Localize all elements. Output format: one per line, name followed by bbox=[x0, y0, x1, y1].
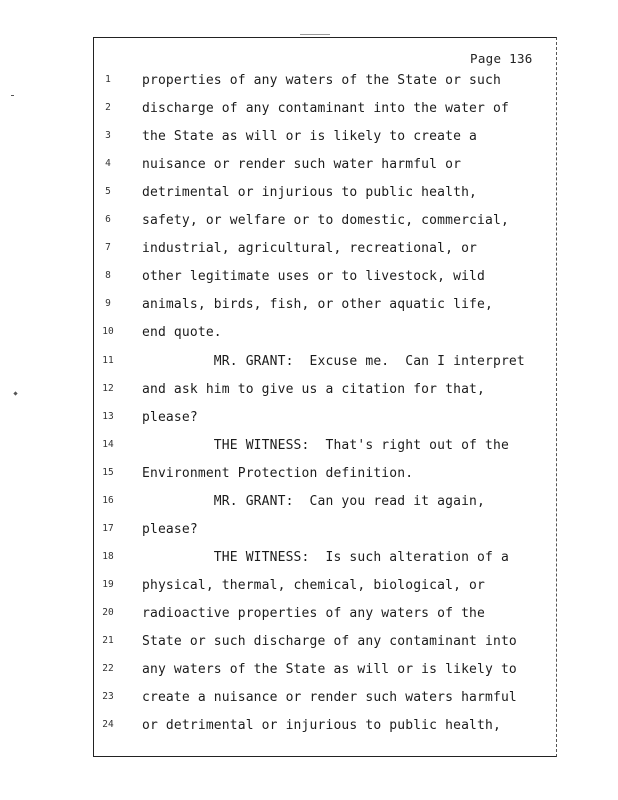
transcript-line: nuisance or render such water harmful or bbox=[142, 157, 462, 172]
scan-speck bbox=[11, 95, 14, 96]
transcript-line: discharge of any contaminant into the water of bbox=[142, 101, 509, 116]
line-number: 4 bbox=[105, 158, 111, 169]
line-number: 14 bbox=[102, 439, 114, 450]
line-number: 5 bbox=[105, 186, 111, 197]
scan-speck bbox=[13, 391, 17, 395]
line-number: 1 bbox=[105, 74, 111, 85]
transcript-line: or detrimental or injurious to public health, bbox=[142, 718, 501, 733]
scan-speck bbox=[300, 34, 330, 35]
transcript-line: Environment Protection definition. bbox=[142, 466, 414, 481]
transcript-line: radioactive properties of any waters of the bbox=[142, 606, 485, 621]
transcript-line: MR. GRANT: Can you read it again, bbox=[142, 494, 485, 509]
transcript-line: State or such discharge of any contaminant into bbox=[142, 634, 517, 649]
transcript-line: THE WITNESS: Is such alteration of a bbox=[142, 550, 509, 565]
transcript-line: any waters of the State as will or is likely to bbox=[142, 662, 517, 677]
line-number: 20 bbox=[102, 607, 114, 618]
line-number: 9 bbox=[105, 298, 111, 309]
transcript-line: the State as will or is likely to create a bbox=[142, 129, 478, 144]
page-number: Page 136 bbox=[470, 51, 533, 66]
transcript-page-border bbox=[93, 37, 557, 757]
line-number: 17 bbox=[102, 523, 114, 534]
transcript-line: properties of any waters of the State or such bbox=[142, 73, 501, 88]
line-number: 23 bbox=[102, 691, 114, 702]
line-number: 18 bbox=[102, 551, 114, 562]
transcript-line: please? bbox=[142, 410, 198, 425]
transcript-line: end quote. bbox=[142, 325, 222, 340]
line-number: 8 bbox=[105, 270, 111, 281]
line-number: 3 bbox=[105, 130, 111, 141]
line-number: 7 bbox=[105, 242, 111, 253]
transcript-line: detrimental or injurious to public health, bbox=[142, 185, 478, 200]
transcript-line: and ask him to give us a citation for that, bbox=[142, 382, 485, 397]
transcript-line: please? bbox=[142, 522, 198, 537]
line-number: 6 bbox=[105, 214, 111, 225]
transcript-line: MR. GRANT: Excuse me. Can I interpret bbox=[142, 354, 525, 369]
line-number: 10 bbox=[102, 326, 114, 337]
line-number: 12 bbox=[102, 383, 114, 394]
transcript-line: THE WITNESS: That's right out of the bbox=[142, 438, 509, 453]
transcript-line: physical, thermal, chemical, biological, or bbox=[142, 578, 485, 593]
line-number: 24 bbox=[102, 719, 114, 730]
line-number: 21 bbox=[102, 635, 114, 646]
line-number: 13 bbox=[102, 411, 114, 422]
transcript-line: industrial, agricultural, recreational, or bbox=[142, 241, 478, 256]
transcript-line: other legitimate uses or to livestock, wild bbox=[142, 269, 485, 284]
line-number: 19 bbox=[102, 579, 114, 590]
transcript-line: animals, birds, fish, or other aquatic life, bbox=[142, 297, 493, 312]
line-number: 11 bbox=[102, 355, 114, 366]
line-number: 22 bbox=[102, 663, 114, 674]
transcript-line: create a nuisance or render such waters harmful bbox=[142, 690, 517, 705]
line-number: 16 bbox=[102, 495, 114, 506]
line-number: 15 bbox=[102, 467, 114, 478]
transcript-line: safety, or welfare or to domestic, commercial, bbox=[142, 213, 509, 228]
line-number: 2 bbox=[105, 102, 111, 113]
